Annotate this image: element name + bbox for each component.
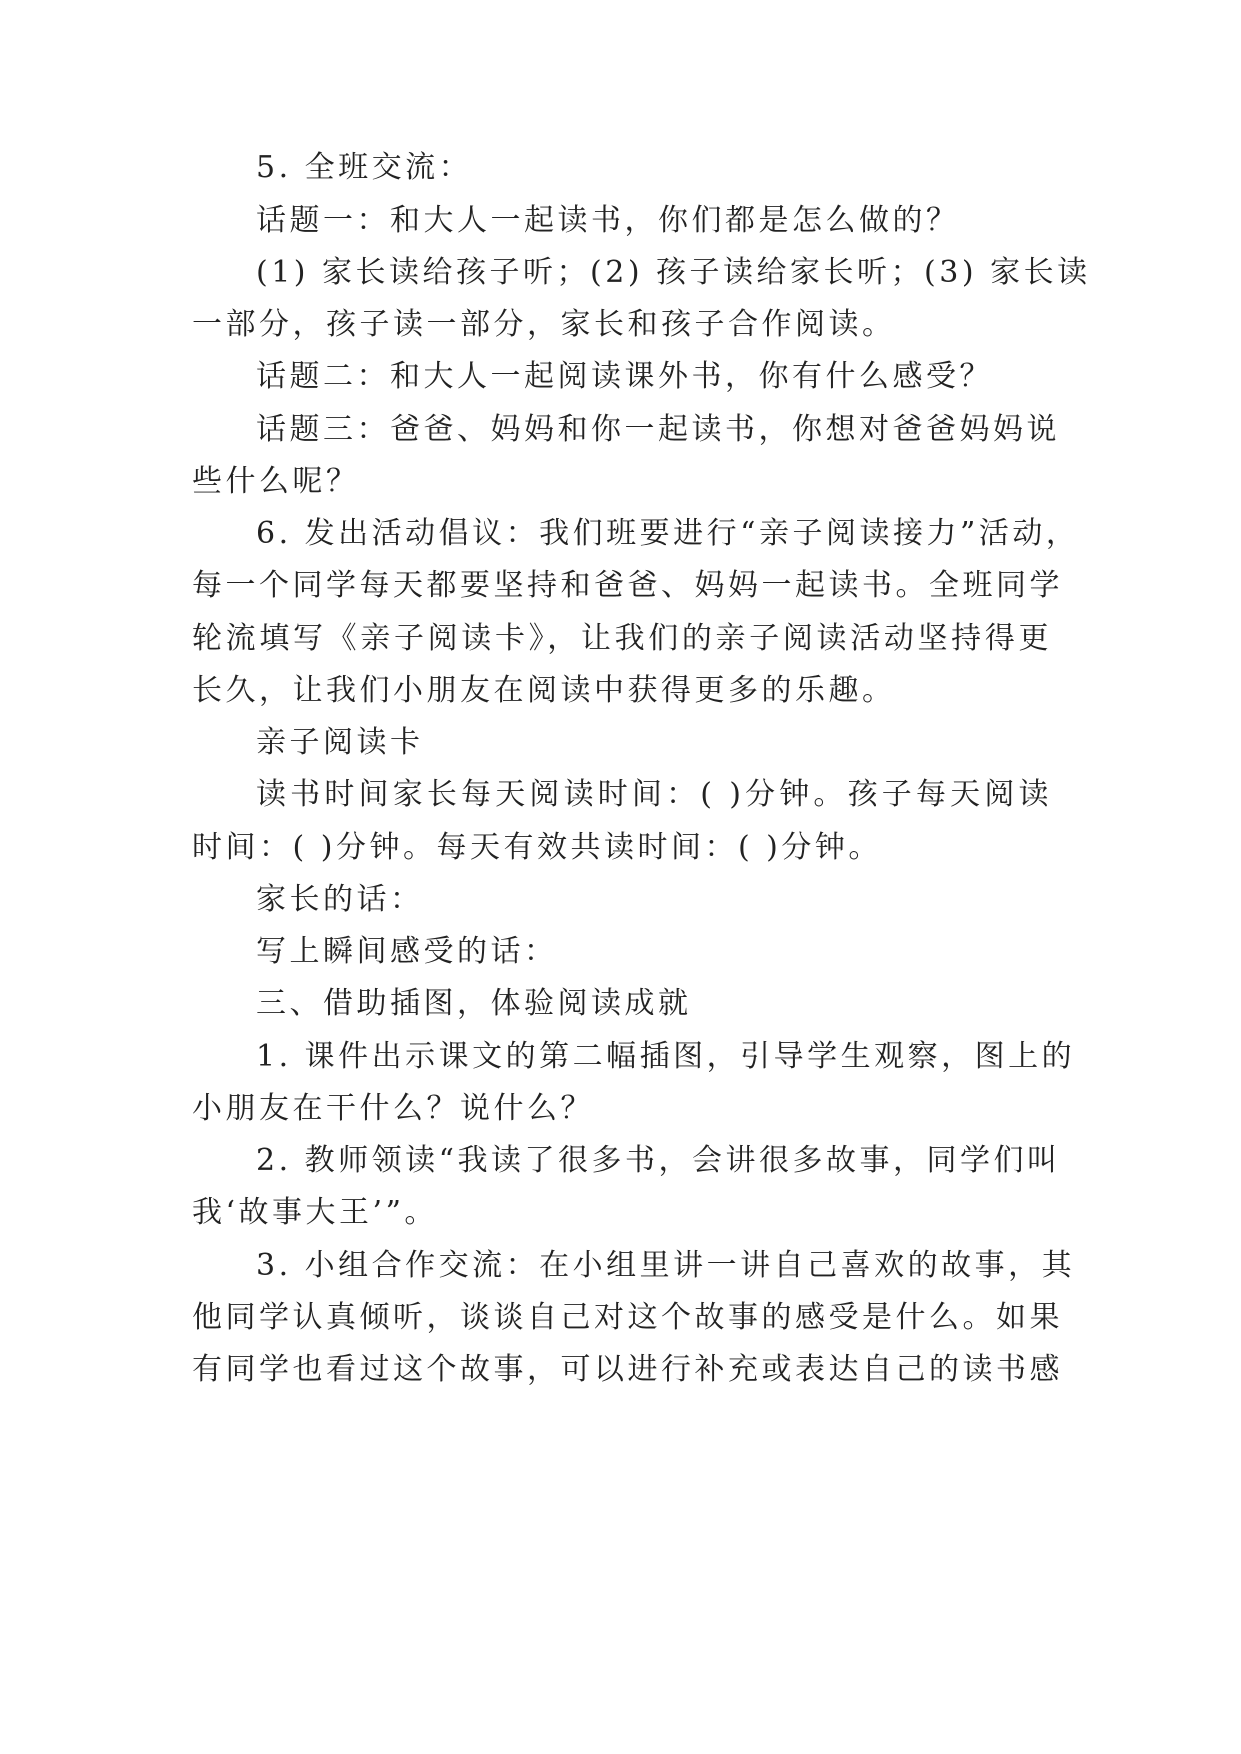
section-3-step-2-line-1: 2. 教师领读“我读了很多书，会讲很多故事，同学们叫 bbox=[256, 1143, 1061, 1178]
section-3-step-3-line-1: 3. 小组合作交流：在小组里讲一讲自己喜欢的故事，其 bbox=[256, 1248, 1076, 1283]
topic-3-line-2: 些什么呢？ bbox=[192, 464, 360, 499]
step-6-line-4: 长久，让我们小朋友在阅读中获得更多的乐趣。 bbox=[192, 673, 896, 708]
section-3-step-3-line-3: 有同学也看过这个故事，可以进行补充或表达自己的读书感 bbox=[192, 1352, 1063, 1387]
topic-3-line-1: 话题三：爸爸、妈妈和你一起读书，你想对爸爸妈妈说 bbox=[256, 412, 1060, 447]
step-6-line-2: 每一个同学每天都要坚持和爸爸、妈妈一起读书。全班同学 bbox=[192, 568, 1063, 603]
reading-time-line-2: 时间：( )分钟。每天有效共读时间：( )分钟。 bbox=[192, 830, 882, 865]
instant-feelings: 写上瞬间感受的话： bbox=[256, 934, 558, 969]
topic-1-answer-line-1: (1) 家长读给孩子听；(2) 孩子读给家长听；(3) 家长读 bbox=[256, 255, 1091, 290]
section-3-step-2-line-2: 我‘故事大王’”。 bbox=[192, 1195, 438, 1230]
topic-1-answer-line-2: 一部分，孩子读一部分，家长和孩子合作阅读。 bbox=[192, 307, 896, 342]
section-3-step-1-line-2: 小朋友在干什么？说什么？ bbox=[192, 1091, 594, 1126]
step-6-line-3: 轮流填写《亲子阅读卡》，让我们的亲子阅读活动坚持得更 bbox=[192, 621, 1052, 656]
reading-time-line-1: 读书时间家长每天阅读时间：( )分钟。孩子每天阅读 bbox=[256, 777, 1052, 812]
section-3-step-1-line-1: 1. 课件出示课文的第二幅插图，引导学生观察，图上的 bbox=[256, 1039, 1076, 1074]
step-5-heading: 5. 全班交流： bbox=[256, 150, 473, 185]
topic-2: 话题二：和大人一起阅读课外书，你有什么感受？ bbox=[256, 359, 993, 394]
parent-words: 家长的话： bbox=[256, 882, 424, 917]
section-3-step-3-line-2: 他同学认真倾听，谈谈自己对这个故事的感受是什么。如果 bbox=[192, 1300, 1063, 1335]
reading-card-title: 亲子阅读卡 bbox=[256, 725, 424, 760]
section-3-heading: 三、借助插图，体验阅读成就 bbox=[256, 986, 692, 1021]
topic-1: 话题一：和大人一起读书，你们都是怎么做的？ bbox=[256, 203, 960, 238]
step-6-line-1: 6. 发出活动倡议：我们班要进行“亲子阅读接力”活动， bbox=[256, 516, 1080, 551]
